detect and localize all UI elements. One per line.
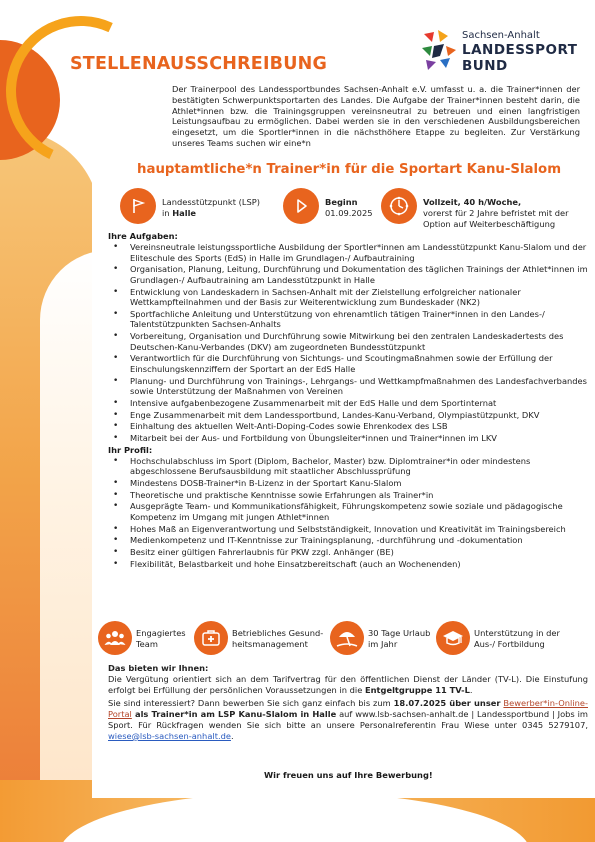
list-item: • Planung- und Durchführung von Trainings-, Lehrgangs- und Wettkampfmaßnahmen des Landesfachverbandes sowie Unterstützung der Maßnahmen von Vereinen bbox=[108, 376, 588, 397]
benefit-team-line2: Team bbox=[136, 638, 158, 649]
offer-section bbox=[108, 663, 588, 742]
apply-text-end: . bbox=[230, 730, 234, 741]
position-title: hauptamtliche*n Trainer*in für die Sportart Kanu-Slalom bbox=[137, 162, 562, 177]
profile-heading: Ihr Profil: bbox=[108, 444, 153, 455]
list-item: • Theoretische und praktische Kenntnisse sowie Erfahrungen als Trainer*in bbox=[108, 490, 588, 501]
benefits-row bbox=[98, 621, 588, 661]
fact-location-line1: Landesstützpunkt (LSP) bbox=[162, 197, 260, 207]
profile-list bbox=[108, 456, 588, 570]
benefit-vacation-line2: im Jahr bbox=[368, 638, 398, 649]
list-item: • Mindestens DOSB-Trainer*in B-Lizenz in der Sportart Kanu-Slalom bbox=[108, 478, 588, 489]
offer-heading: Das bieten wir Ihnen: bbox=[108, 663, 209, 673]
job-details bbox=[108, 231, 588, 570]
lsb-logo bbox=[418, 28, 578, 72]
list-item: • Vorbereitung, Organisation und Durchführung sowie Mitwirkung bei den zentralen Landeskadertests des Deutschen-Kanu-Verbandes (DKV) am zugeordneten Bundesstützpunkt bbox=[108, 331, 588, 352]
fact-location bbox=[120, 188, 280, 228]
fact-hours bbox=[381, 188, 581, 228]
closing-line: Wir freuen uns auf Ihre Bewerbung! bbox=[264, 770, 433, 780]
list-item: • Verantwortlich für die Durchführung von Sichtungs- und Scoutingmaßnahmen sowie der Erfüllung der Einschulungskennziffern der Sportart an der EdS Halle bbox=[108, 353, 588, 374]
clock-icon bbox=[381, 188, 417, 224]
team-icon bbox=[98, 621, 132, 655]
fact-start bbox=[283, 188, 393, 228]
list-item: • Organisation, Planung, Leitung, Durchführung und Dokumentation des täglichen Trainings der Athlet*innen im Grundlagen-/ Aufbautraining am Landesstützpunkt in Halle bbox=[108, 264, 588, 285]
fact-start-date: 01.09.2025 bbox=[325, 207, 373, 218]
list-item: • Hochschulabschluss im Sport (Diplom, Bachelor, Master) bzw. Diplomtrainer*in oder mindestens abgeschlossene Berufsausbildung mit staatlicher Abschlussprüfung bbox=[108, 456, 588, 477]
intro-paragraph: Der Trainerpool des Landessportbundes Sachsen-Anhalt e.V. umfasst u. a. die Trainer*innen der bestätigten Schwerpunktsportarten des Landes. Die Aufgabe der Trainer*innen besteht darin, die Athlet*innen bzw. die Trainingsgruppen vereinsneutral zu betreuen und einen langfristigen Leistungsaufbau zu ermöglichen. Dabei werden sie in den verschiedenen Ausbildungsbereichen eingesetzt, um die Sportler*innen in die nächsthöhere Etappe zu begleiten. Zur Verstärkung unseres Teams suchen wir eine*n bbox=[172, 84, 580, 148]
offer-paragraph bbox=[108, 674, 588, 696]
fact-location-city: Halle bbox=[172, 207, 197, 218]
play-icon bbox=[283, 188, 319, 224]
beach-umbrella-icon bbox=[330, 621, 364, 655]
list-item: • Medienkompetenz und IT-Kenntnisse zur Trainingsplanung, -durchführung und -dokumentation bbox=[108, 535, 588, 546]
benefit-training-line1: Unterstützung in der bbox=[474, 628, 560, 638]
list-item: • Entwicklung von Landeskadern in Sachsen-Anhalt mit der Zielstellung erfolgreicher nationaler Wettkampfteilnahmen und der Basis zur Weiterentwicklung zum Bundeskader (NK2) bbox=[108, 287, 588, 308]
logo-text-region: Sachsen-Anhalt bbox=[462, 30, 540, 41]
email-link[interactable]: wiese@lsb-sachsen-anhalt.de bbox=[108, 730, 231, 741]
list-item: • Ausgeprägte Team- und Kommunikationsfähigkeit, Führungskompetenz sowie soziale und pädagogische Kompetenz im Umgang mit jungen Athlet*innen bbox=[108, 501, 588, 522]
benefit-health-line2: heitsmanagement bbox=[232, 638, 308, 649]
list-item: • Hohes Maß an Eigenverantwortung und Selbstständigkeit, Innovation und Kreativität im Trainingsbereich bbox=[108, 524, 588, 535]
offer-text: Die Vergütung orientiert sich an dem Tarifvertrag für den öffentlichen Dienst der Länder (TV-L). Die Einstufung erfolgt bei Erfüllung der persönlichen Voraussetzungen in die bbox=[108, 673, 588, 695]
tasks-heading: Ihre Aufgaben: bbox=[108, 231, 178, 241]
list-item: • Besitz einer gültigen Fahrerlaubnis für PKW zzgl. Anhänger (BE) bbox=[108, 547, 588, 558]
apply-deadline: 18.07.2025 über unser bbox=[393, 698, 501, 709]
salary-grade: Entgeltgruppe 11 TV-L bbox=[364, 684, 470, 695]
benefit-team-line1: Engagiertes bbox=[136, 628, 186, 638]
offer-text-end: . bbox=[469, 684, 473, 695]
logo-text-main: LANDESSPORT bbox=[462, 42, 578, 58]
flag-icon bbox=[120, 188, 156, 224]
logo-text-sub: BUND bbox=[462, 58, 508, 74]
benefit-health-line1: Betriebliches Gesund- bbox=[232, 628, 324, 638]
list-item: • Mitarbeit bei der Aus- und Fortbildung von Übungsleiter*innen und Trainer*innen im LKV bbox=[108, 433, 588, 444]
list-item: • Flexibilität, Belastbarkeit und hohe Einsatzbereitschaft (auch an Wochenenden) bbox=[108, 559, 588, 570]
apply-position: als Trainer*in am LSP Kanu-Slalom in Halle bbox=[131, 709, 337, 720]
page-title: STELLENAUSSCHREIBUNG bbox=[70, 54, 328, 74]
tasks-list bbox=[108, 242, 588, 444]
fact-hours-line1: Vollzeit, 40 h/Woche, bbox=[423, 197, 522, 207]
first-aid-icon bbox=[194, 621, 228, 655]
list-item: • Intensive aufgabenbezogene Zusammenarbeit mit der EdS Halle und dem Sportinternat bbox=[108, 398, 588, 409]
list-item: • Enge Zusammenarbeit mit dem Landessportbund, Landes-Kanu-Verband, Olympiastützpunkt, DKV bbox=[108, 410, 588, 421]
logo-mark-icon bbox=[418, 28, 458, 72]
list-item: • Sportfachliche Anleitung und Unterstützung von ehrenamtlich tätigen Trainer*innen in den Landes-/ Talentstützpunkten Sachsen-Anhalts bbox=[108, 309, 588, 330]
apply-paragraph bbox=[108, 698, 588, 741]
graduation-cap-icon bbox=[436, 621, 470, 655]
fact-hours-line2: vorerst für 2 Jahre befristet mit der bbox=[423, 207, 569, 218]
list-item: • Einhaltung des aktuellen Welt-Anti-Doping-Codes sowie Ehrenkodex des LSB bbox=[108, 421, 588, 432]
apply-text-3: auf www.lsb-sachsen-anhalt.de | Landessportbund | Jobs im Sport. Für Rückfragen wenden Sie sich bitte an unsere Personalreferentin Frau Wiese unter 0345 5279107, bbox=[108, 709, 589, 730]
benefit-training-line2: Aus-/ Fortbildung bbox=[474, 638, 545, 649]
fact-start-label: Beginn bbox=[325, 197, 358, 207]
fact-location-prefix: in bbox=[162, 207, 173, 218]
fact-hours-line3: Option auf Weiterbeschäftigung bbox=[423, 218, 556, 229]
benefit-vacation-line1: 30 Tage Urlaub bbox=[368, 628, 431, 638]
list-item: • Vereinsneutrale leistungssportliche Ausbildung der Sportler*innen am Landesstützpunkt Kanu-Slalom und der Eliteschule des Sports (EdS) in Halle im Grundlagen-/ Aufbautraining bbox=[108, 242, 588, 263]
apply-text-1: Sie sind interessiert? Dann bewerben Sie sich ganz einfach bis zum bbox=[108, 698, 394, 709]
application-portal-link[interactable]: Bewerber*in-Online-Portal bbox=[108, 698, 588, 720]
